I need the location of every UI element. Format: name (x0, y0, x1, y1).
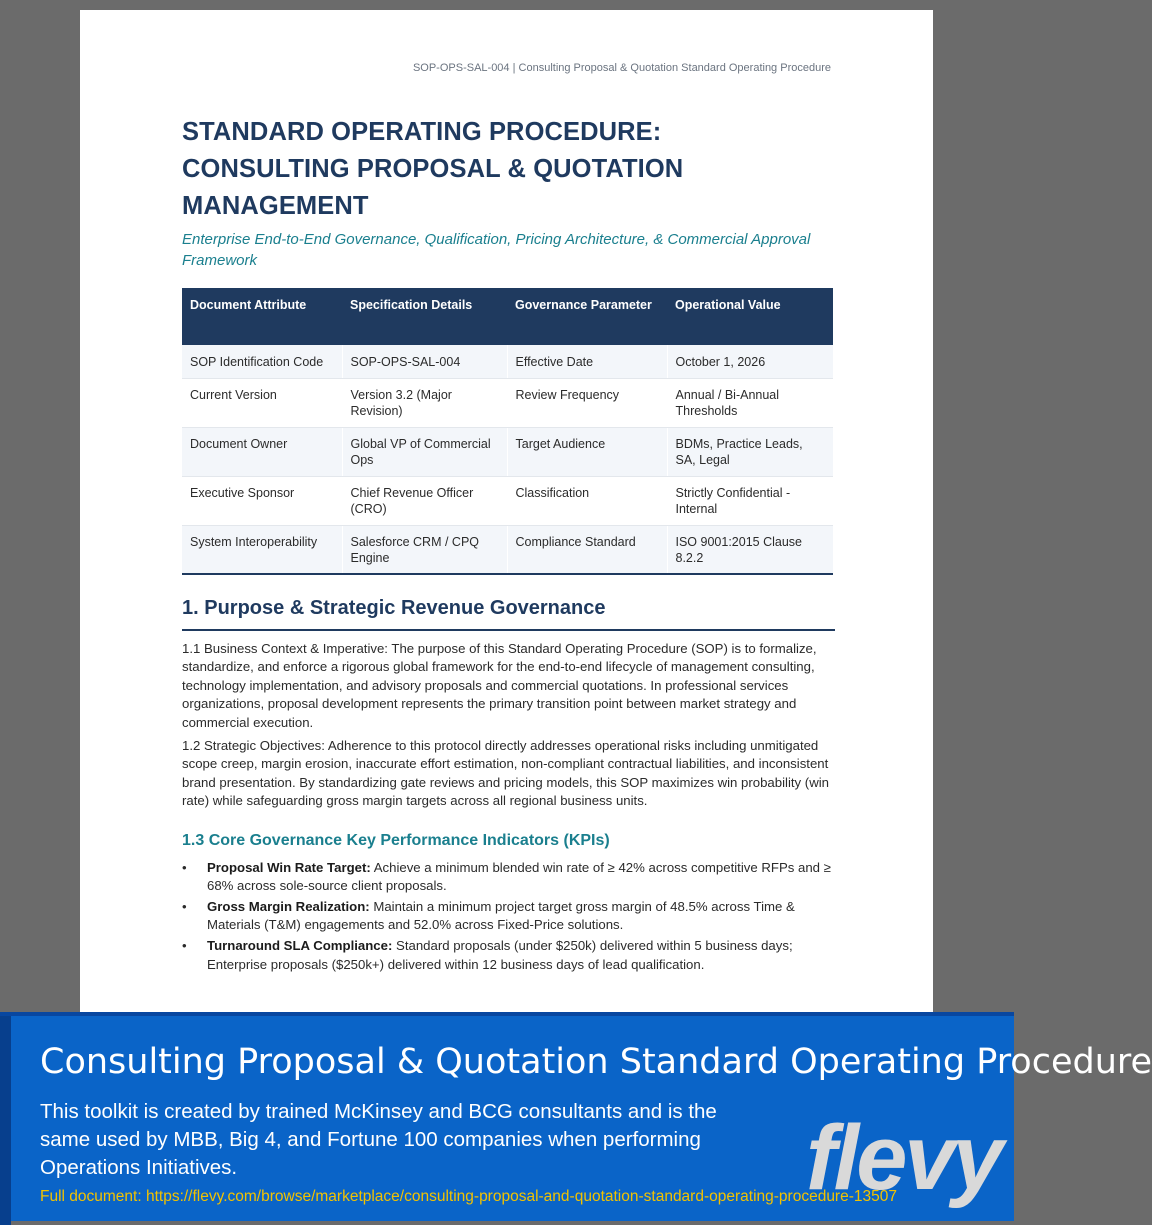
promo-banner (0, 1012, 1152, 1221)
running-head: SOP-OPS-SAL-004 | Consulting Proposal & Quotation Standard Operating Procedure (412, 62, 831, 74)
table-cell: SOP-OPS-SAL-004 (342, 345, 507, 378)
table-row (182, 378, 833, 427)
list-item (182, 898, 833, 935)
banner-description: This toolkit is created by trained McKinsey and BCG consultants and is the same used by MBB, Big 4, and Fortune 100 companies when performing Operations Initiatives. (40, 1100, 717, 1179)
table-cell: Strictly Confidential - Internal (667, 476, 833, 525)
table-row (182, 427, 833, 476)
table-header-cell: Operational Value (667, 288, 833, 345)
document-attributes-table (182, 288, 833, 575)
bullet-icon: • (182, 898, 187, 914)
kpi-label: Proposal Win Rate Target: (207, 859, 371, 875)
table-row (182, 345, 833, 378)
list-item (182, 937, 833, 974)
kpi-label: Turnaround SLA Compliance: (207, 938, 393, 954)
table-cell: Current Version (182, 378, 342, 427)
flevy-logo: flevy (806, 1107, 1001, 1209)
table-row (182, 476, 833, 525)
table-header-row (182, 288, 833, 345)
table-cell: Version 3.2 (Major Revision) (342, 378, 507, 427)
table-cell: System Interoperability (182, 525, 342, 574)
document-subtitle: Enterprise End-to-End Governance, Qualification, Pricing Architecture, & Commercial Approval Framework (182, 231, 811, 269)
document-page (80, 10, 933, 1020)
table-cell: Compliance Standard (507, 525, 667, 574)
table-cell: SOP Identification Code (182, 345, 342, 378)
kpi-subheading: 1.3 Core Governance Key Performance Indicators (KPIs) (182, 831, 610, 849)
title-line-3: MANAGEMENT (182, 192, 369, 220)
table-cell: Salesforce CRM / CPQ Engine (342, 525, 507, 574)
table-header-cell: Governance Parameter (507, 288, 667, 345)
kpi-text: Achieve a minimum blended win rate of ≥ 42% across competitive RFPs and ≥ 68% across sole-source client proposals. (207, 859, 831, 894)
paragraph-business-context: 1.1 Business Context & Imperative: The purpose of this Standard Operating Procedure (SOP) is to formalize, standardize, and enforce a rigorous global framework for the end-to-end lifecycle of management consulting, technology implementation, and advisory proposals and commercial quotations. In professional services organizations, proposal development represents the primary transition point between market strategy and commercial execution. (182, 641, 817, 730)
kpi-text: Maintain a minimum project target gross margin of 48.5% across Time & Materials (T&M) engagements and 52.0% across Fixed-Price solutions. (207, 898, 795, 933)
title-line-1: STANDARD OPERATING PROCEDURE: (182, 118, 662, 146)
table-cell: Annual / Bi-Annual Thresholds (667, 378, 833, 427)
table-cell: Executive Sponsor (182, 476, 342, 525)
table-cell: Target Audience (507, 427, 667, 476)
table-cell: BDMs, Practice Leads, SA, Legal (667, 427, 833, 476)
kpi-text: Standard proposals (under $250k) delivered within 5 business days; Enterprise proposals ($250k+) delivered within 12 business days of lead qualification. (207, 938, 793, 972)
kpi-label: Gross Margin Realization: (207, 898, 370, 914)
table-cell: Review Frequency (507, 378, 667, 427)
bullet-icon: • (182, 938, 187, 954)
table-header-cell: Document Attribute (182, 288, 342, 345)
title-line-2: CONSULTING PROPOSAL & QUOTATION (182, 155, 684, 183)
paragraph-strategic-objectives: 1.2 Strategic Objectives: Adherence to this protocol directly addresses operational risks including unmitigated scope creep, margin erosion, inaccurate effort estimation, non-compliant contractual liabilities, and inconsistent brand presentation. By standardizing gate reviews and pricing models, this SOP maximizes win probability (win rate) while safeguarding gross margin targets across all regional business units. (182, 738, 829, 809)
table-cell: Global VP of Commercial Ops (342, 427, 507, 476)
banner-accent-strip (0, 1016, 11, 1225)
bullet-icon: • (182, 859, 187, 875)
table-cell: October 1, 2026 (667, 345, 833, 378)
table-cell: Chief Revenue Officer (CRO) (342, 476, 507, 525)
table-cell: Document Owner (182, 427, 342, 476)
document-title (182, 114, 833, 225)
table-row (182, 525, 833, 574)
full-document-link[interactable]: Full document: https://flevy.com/browse/marketplace/consulting-proposal-and-quotation-standard-operating-procedure-13507 (40, 1188, 897, 1205)
table-cell: Effective Date (507, 345, 667, 378)
page-content (182, 114, 833, 976)
table-header-cell: Specification Details (342, 288, 507, 345)
table-cell: ISO 9001:2015 Clause 8.2.2 (667, 525, 833, 574)
section-heading: 1. Purpose & Strategic Revenue Governance (182, 595, 835, 631)
table-cell: Classification (507, 476, 667, 525)
kpi-list (182, 859, 833, 975)
list-item (182, 859, 833, 896)
banner-title: Consulting Proposal & Quotation Standard Operating Procedure (40, 1042, 1152, 1082)
